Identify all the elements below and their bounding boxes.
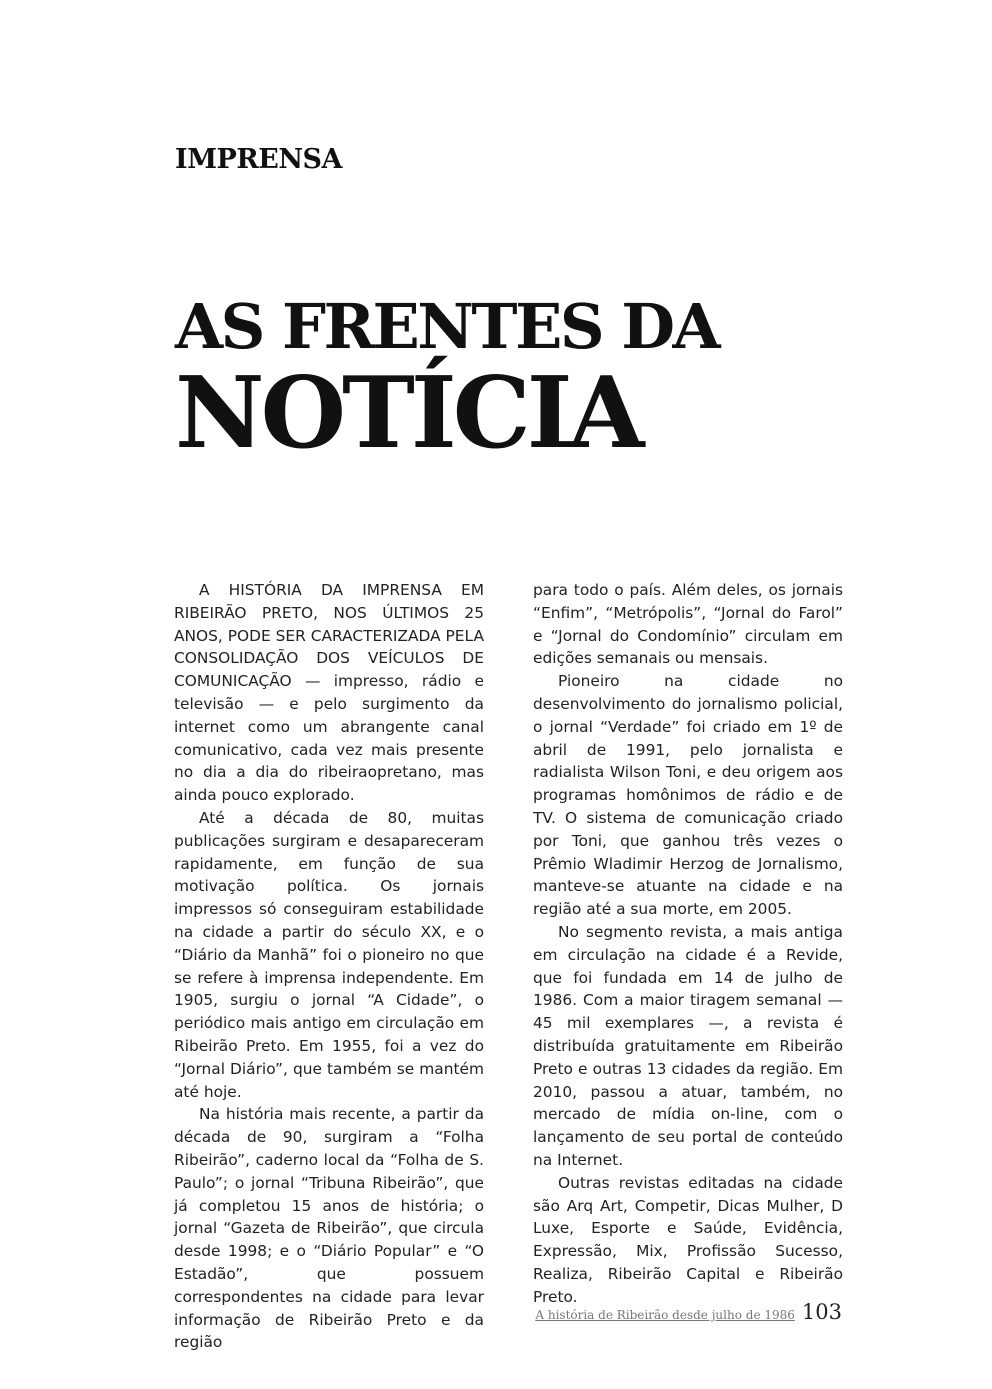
- paragraph: Até a década de 80, muitas publicações surgiram e desapareceram rapidamente, em função de sua motivação política. Os jornais impressos só conseguiram estabilidade na cidade a partir do século XX, e o “Diário da Manhã” foi o pioneiro no que se refere à imprensa independente. Em 1905, surgiu o jornal “A Cidade”, o periódico mais antigo em circulação em Ribeirão Preto. Em 1955, foi a vez do “Jornal Diário”, que também se mantém até hoje.: [174, 808, 484, 1101]
- paragraph: Outras revistas editadas na cidade são Arq Art, Competir, Dicas Mulher, D Luxe, Esporte e Saúde, Evidência, Expressão, Mix, Profissão Sucesso, Realiza, Ribeirão Capital e Ribeirão Preto.: [533, 1173, 843, 1306]
- page-footer: [535, 1300, 842, 1324]
- headline-line-2: NOTÍCIA: [175, 356, 641, 471]
- paragraph: No segmento revista, a mais antiga em circulação na cidade é a Revide, que foi fundada em 14 de julho de 1986. Com a maior tiragem semanal — 45 mil exemplares —, a revista é distribuída gratuitamente em Ribeirão Preto e outras 13 cidades da região. Em 2010, passou a atuar, também, no mercado de mídia on-line, com o lançamento de seu portal de conteúdo na Internet.: [533, 922, 843, 1169]
- paragraph: A HISTÓRIA DA IMPRENSA EM RIBEIRÃO PRETO, NOS ÚLTIMOS 25 ANOS, PODE SER CARACTERIZADA PELA CONSOLIDAÇÃO DOS VEÍCULOS DE COMUNICAÇÃO — impresso, rádio e televisão — e pelo surgimento da internet como um abrangente canal comunicativo, cada vez mais presente no dia a dia do ribeiraopretano, mas ainda pouco explorado.: [174, 581, 484, 805]
- running-title: A história de Ribeirão desde julho de 1986: [535, 1308, 795, 1322]
- paragraph: Pioneiro na cidade no desenvolvimento do jornalismo policial, o jornal “Verdade” foi criado em 1º de abril de 1991, pelo jornalista e radialista Wilson Toni, e deu origem aos programas homônimos de rádio e de TV. O sistema de comunicação criado por Toni, que ganhou três vezes o Prêmio Wladimir Herzog de Jornalismo, manteve-se atuante na cidade e na região até a sua morte, em 2005.: [533, 672, 843, 919]
- body-column-left: [174, 579, 484, 1354]
- article-headline: [175, 290, 719, 471]
- body-column-right: [533, 579, 843, 1309]
- page-number: 103: [801, 1300, 842, 1324]
- paragraph-continued: para todo o país. Além deles, os jornais “Enfim”, “Metrópolis”, “Jornal do Farol” e “Jornal do Condomínio” circulam em edições semanais ou mensais.: [533, 581, 843, 668]
- headline-line-1: AS FRENTES DA: [175, 290, 719, 363]
- paragraph: Na história mais recente, a partir da década de 90, surgiram a “Folha Ribeirão”, caderno local da “Folha de S. Paulo”; o jornal “Tribuna Ribeirão”, que já completou 15 anos de história; o jornal “Gazeta de Ribeirão”, que circula desde 1998; e o “Diário Popular” e “O Estadão”, que possuem correspondentes na cidade para levar informação de Ribeirão Preto e da região: [174, 1105, 484, 1352]
- section-label: IMPRENSA: [175, 144, 342, 175]
